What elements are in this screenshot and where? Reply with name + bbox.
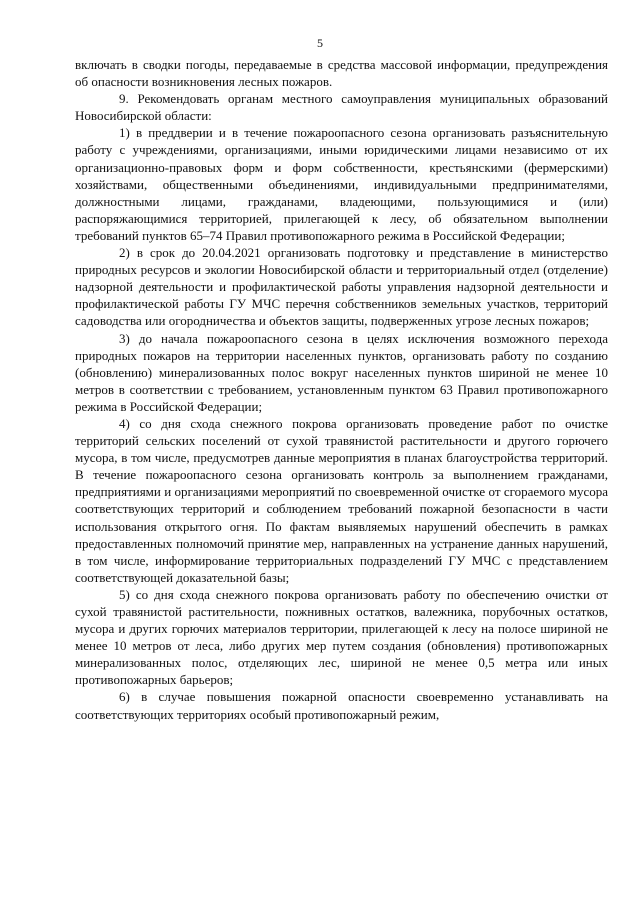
paragraph-item-9: 9. Рекомендовать органам местного самоуправления муниципальных образований Новосибирской области: [75,91,608,124]
paragraph-subitem-6: 6) в случае повышения пожарной опасности своевременно устанавливать на соответствующих территориях особый противопожарный режим, [75,689,608,722]
paragraph-subitem-3: 3) до начала пожароопасного сезона в целях исключения возможного перехода природных пожаров на территории населенных пунктов, организовать работу по созданию (обновлению) минерализованных полос вокруг населенных пунктов шириной не менее 10 метров в соответствии с требованием, установленным пунктом 63 Правил противопожарного режима в Российской Федерации; [75,330,608,414]
document-body [75,56,608,723]
paragraph-subitem-4: 4) со дня схода снежного покрова организовать проведение работ по очистке территорий сельских поселений от сухой травянистой растительности и другого горючего мусора, в том числе, предусмотрев данные мероприятия в планах благоустройства территорий. В течение пожароопасного сезона организовать контроль за выполнением гражданами, предприятиями и организациями мероприятий по своевременной очистке от сгораемого мусора соответствующих территорий и соблюдением требований пожарной безопасности в части использования открытого огня. По фактам выявляемых нарушений обеспечить в рамках предоставленных полномочий принятие мер, направленных на устранение данных нарушений, в том числе, информирование территориальных подразделений ГУ МЧС с представлением соответствующей доказательной базы; [75,415,608,585]
paragraph-continuation: включать в сводки погоды, передаваемые в средства массовой информации, предупреждения об опасности возникновения лесных пожаров. [75,57,608,90]
paragraph-subitem-1: 1) в преддверии и в течение пожароопасного сезона организовать разъяснительную работу с учреждениями, организациями, иными юридическими лицами независимо от их организационно-правовых форм и форм собственности, крестьянскими (фермерскими) хозяйствами, общественными объединениями, индивидуальными предпринимателями, должностными лицами, гражданами, владеющими, пользующимися и (или) распоряжающимися территорией, прилегающей к лесу, об обязательном выполнении требований пунктов 65–74 Правил противопожарного режима в Российской Федерации; [75,125,608,243]
page-number: 5 [317,36,323,50]
paragraph-subitem-5: 5) со дня схода снежного покрова организовать работу по обеспечению очистки от сухой травянистой растительности, пожнивных остатков, валежника, порубочных остатков, мусора и других горючих материалов территории, прилегающей к лесу на полосе шириной не менее 10 метров от леса, либо других мер путем создания (обновления) противопожарных минерализованных полос, отделяющих лес, шириной не менее 0,5 метра или иных противопожарных барьеров; [75,586,608,688]
paragraph-subitem-2: 2) в срок до 20.04.2021 организовать подготовку и представление в министерство природных ресурсов и экологии Новосибирской области и территориальный отдел (отделение) надзорной деятельности и профилактической работы управления надзорной деятельности и профилактической работы ГУ МЧС перечня собственников земельных участков, территорий садоводства или огородничества и объектов защиты, подверженных угрозе лесных пожаров; [75,245,608,329]
